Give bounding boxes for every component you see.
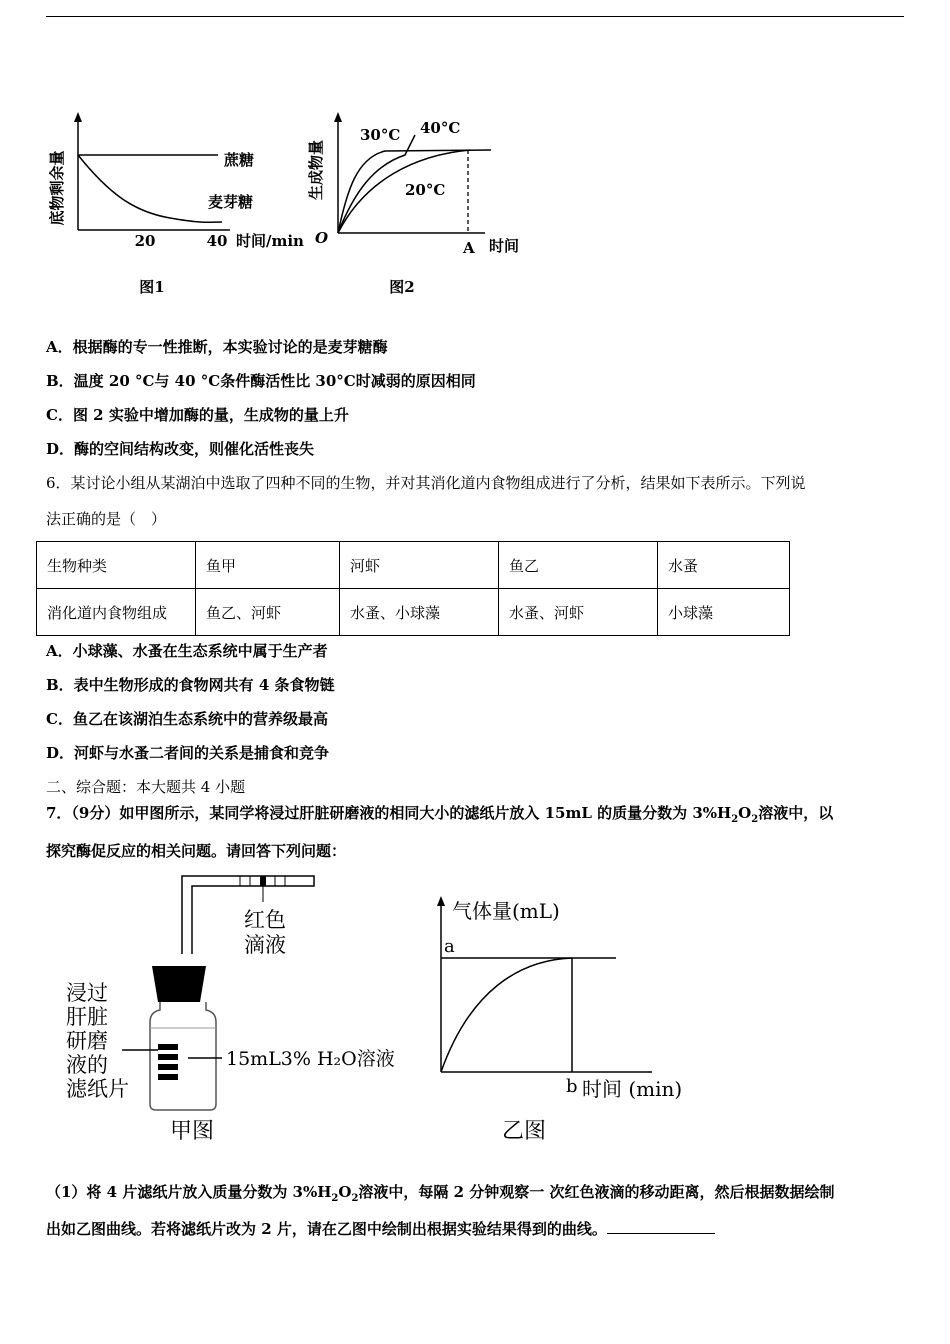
figure-jia [60, 872, 420, 1152]
section-2-heading: 二、综合题：本大题共 4 小题 [46, 778, 246, 796]
label-paper-1: 浸过 [66, 981, 108, 1005]
table-row [37, 589, 790, 636]
q6-option-c: C．鱼乙在该湖泊生态系统中的营养级最高 [46, 710, 328, 728]
maltose-curve [78, 155, 222, 222]
fig1-label-sucrose: 蔗糖 [224, 151, 255, 169]
q5-option-d: D．酶的空间结构改变，则催化活性丧失 [46, 440, 315, 458]
fig1-label-maltose: 麦芽糖 [208, 193, 254, 211]
figure-1 [50, 110, 320, 300]
fig2-xlabel: 时间 [489, 237, 520, 255]
table-cell: 小球藻 [658, 589, 790, 636]
fig1-tick-20: 20 [134, 232, 156, 250]
yi-ylabel: 气体量(mL) [452, 899, 560, 923]
table-cell: 水蚤、河虾 [499, 589, 658, 636]
q7-stem-line2: 探究酶促反应的相关问题。请回答下列问题： [46, 842, 347, 860]
q5-option-b: B．温度 20 °C与 40 °C条件酶活性比 30°C时减弱的原因相同 [46, 372, 476, 390]
fig1-xlabel: 时间/min [236, 232, 304, 250]
table-cell: 水蚤、小球藻 [340, 589, 499, 636]
q6-option-a: A．小球藻、水蚤在生态系统中属于生产者 [46, 642, 328, 660]
table-cell: 水蚤 [658, 542, 790, 589]
label-paper-3: 研磨 [66, 1029, 108, 1053]
table-cell: 消化道内食物组成 [37, 589, 196, 636]
label-paper-5: 滤纸片 [66, 1077, 129, 1101]
q6-option-d: D．河虾与水蚤二者间的关系是捕食和竞争 [46, 744, 330, 762]
red-droplet [260, 876, 266, 886]
figure-yi [430, 890, 700, 1152]
yi-caption: 乙图 [502, 1119, 547, 1144]
fig2-label-30c: 30°C [360, 126, 401, 144]
table-cell: 鱼乙、河虾 [196, 589, 340, 636]
curve-40c [338, 135, 415, 233]
table-cell: 生物种类 [37, 542, 196, 589]
q5-option-c: C．图 2 实验中增加酶的量，生成物的量上升 [46, 406, 349, 424]
stopper [152, 966, 206, 1002]
q6-stem-line1: 6．某讨论小组从某湖泊中选取了四种不同的生物，并对其消化道内食物组成进行了分析，结果如下表所示。下列说 [46, 474, 806, 492]
q7-sub1-line2: 出如乙图曲线。若将滤纸片改为 2 片，请在乙图中绘制出根据实验结果得到的曲线。 [46, 1218, 715, 1239]
label-solution: 15mL3% H₂O溶液 [226, 1048, 395, 1070]
fig2-point-a: A [463, 239, 475, 257]
jia-caption: 甲图 [170, 1119, 215, 1144]
table-cell: 鱼甲 [196, 542, 340, 589]
answer-blank[interactable] [607, 1219, 715, 1234]
q7-sub1-line1: （1）将 4 片滤纸片放入质量分数为 $3\%H_2O_2$溶液中，每隔 2 分钟观察一 次红色液滴的移动距离，然后根据数据绘制 [46, 1183, 835, 1204]
fig2-label-20c: 20°C [405, 181, 446, 199]
fig2-ylabel: 生成物量 [307, 139, 325, 201]
q5-option-a: A．根据酶的专一性推断，本实验讨论的是麦芽糖酶 [46, 338, 388, 356]
yi-xlabel: 时间 (min) [582, 1077, 683, 1101]
label-paper-2: 肝脏 [66, 1005, 108, 1029]
fig2-caption: 图2 [389, 278, 415, 296]
fig1-tick-40: 40 [206, 232, 228, 250]
fig2-origin: O [315, 229, 329, 247]
table-cell: 河虾 [340, 542, 499, 589]
yi-label-a: a [444, 936, 455, 957]
q6-option-b: B．表中生物形成的食物网共有 4 条食物链 [46, 676, 335, 694]
label-red-1: 红色 [244, 908, 286, 932]
curve-20c [338, 150, 470, 233]
figure-2 [305, 110, 535, 300]
table-cell: 鱼乙 [499, 542, 658, 589]
table-row [37, 542, 790, 589]
header-rule [46, 16, 904, 17]
label-paper-4: 液的 [66, 1053, 108, 1077]
yi-label-b: b [566, 1076, 578, 1097]
fig1-ylabel: 底物剩余量 [48, 150, 66, 226]
q7-stem-line1: 7．（9分）如甲图所示，某同学将浸过肝脏研磨液的相同大小的滤纸片放入 15mL 的质量分数为 $3\%H_2O_2$溶液中，以 [46, 804, 834, 825]
label-red-2: 滴液 [244, 933, 286, 957]
q6-table [36, 541, 790, 636]
gas-curve [441, 958, 572, 1072]
fig1-caption: 图1 [139, 278, 165, 296]
q6-stem-line2: 法正确的是（ ） [46, 510, 167, 528]
fig2-label-40c: 40°C [420, 119, 461, 137]
